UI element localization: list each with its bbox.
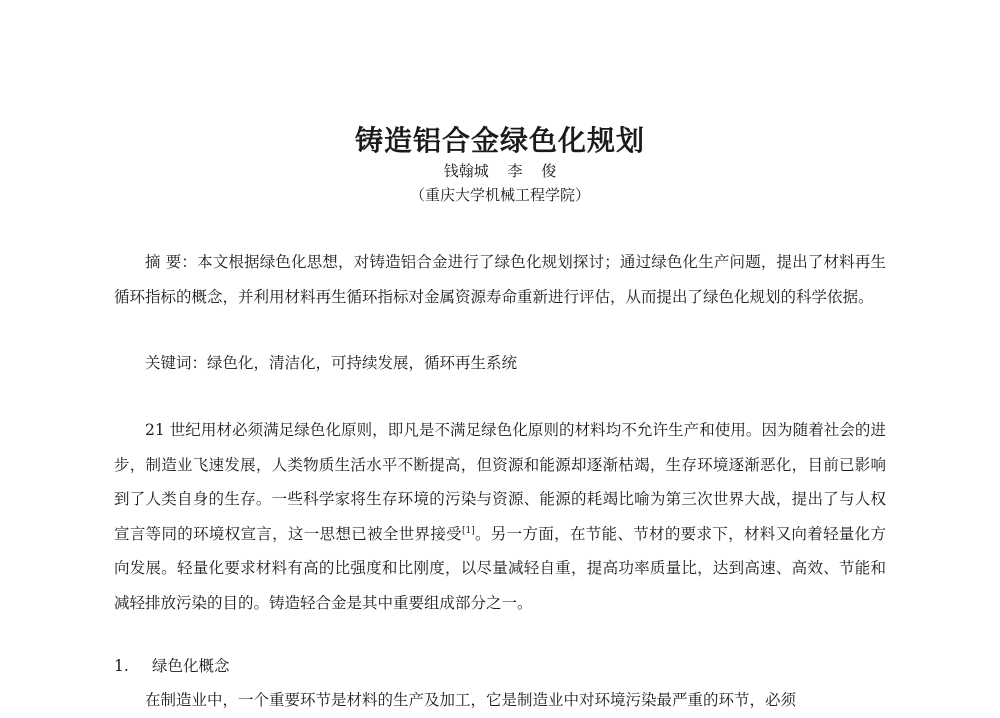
section-paragraph: 在制造业中，一个重要环节是材料的生产及加工，它是制造业中对环境污染最严重的环节，必须	[145, 691, 797, 709]
intro-text-part2: 。另一方面，在节能、节材的要求下，材料又向着轻量化方向发展。轻量化要求材料有高的比强度和比刚度，以尽量减轻自重，提高功率质量比，达到高速、高效、节能和减轻排放污染的目的。铸造轻合金是其中重要组成部分之一。	[114, 524, 886, 612]
keywords-line: 关键词：绿色化，清洁化，可持续发展，循环再生系统	[145, 354, 518, 372]
section-heading	[114, 649, 886, 684]
abstract-paragraph: 摘 要：本文根据绿色化思想，对铸造铝合金进行了绿色化规划探讨；通过绿色化生产问题，提出了材料再生循环指标的概念，并利用材料再生循环指标对金属资源寿命重新进行评估，从而提出了绿色化规划的科学依据。	[114, 253, 886, 306]
paper-title: 铸造铝合金绿色化规划	[354, 124, 645, 157]
paper-affiliation: （重庆大学机械工程学院）	[409, 186, 590, 204]
intro-paragraph	[114, 413, 886, 620]
citation-reference[interactable]: [1]	[461, 525, 475, 536]
section-title: 绿色化概念	[152, 657, 230, 675]
intro-text-part1: 21 世纪用材必须满足绿色化原则，即凡是不满足绿色化原则的材料均不允许生产和使用。因为随着社会的进步，制造业飞速发展，人类物质生活水平不断提高，但资源和能源却逐渐枯竭，生存环境逐渐恶化，目前已影响到了人类自身的生存。一些科学家将生存环境的污染与资源、能源的耗竭比喻为第三次世界大战，提出了与人权宣言等同的环境权宣言，这一思想已被全世界接受	[114, 421, 886, 543]
paper-authors: 钱翰城 李 俊	[443, 162, 557, 180]
section-number: 1.	[114, 657, 129, 675]
